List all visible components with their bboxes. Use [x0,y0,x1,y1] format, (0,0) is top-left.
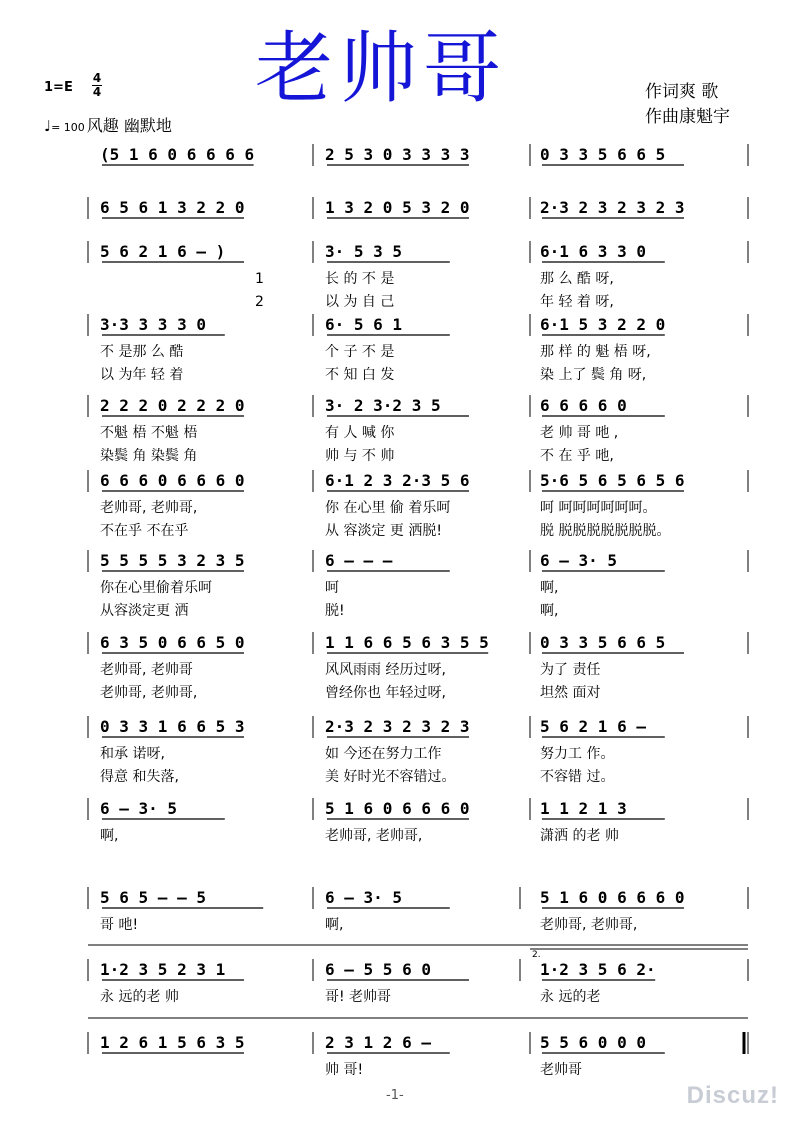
measure-notes: 3· 2 3·2 3 5 [325,396,441,415]
measure-notes: 3· 5 3 5 [325,242,403,261]
lyric-line: 老帅哥, 老帅哥, [325,828,423,844]
measure-notes: 6 – – – [325,551,393,570]
lyric-line: 曾经你也 年轻过呀, [325,685,446,701]
lyric-line: 美 好时光不容错过。 [325,769,456,785]
measure-notes: 6 – 3· 5 [100,799,178,818]
key-signature: 1=E [44,80,73,95]
measure-notes: 1 1 6 6 5 6 3 5 5 [325,633,489,652]
composer-credit: 作曲康魁宇 [645,107,730,127]
measure-notes: 0 3 3 5 6 6 5 [540,145,666,164]
lyric-line: 老帅哥, 老帅哥, [100,500,198,516]
lyric-line: 那 样 的 魁 梧 呀, [540,344,651,360]
lyric-line: 不魁 梧 不魁 梧 [100,425,198,441]
measure-notes: 6·1 2 3 2·3 5 6 [325,471,470,490]
lyric-line: 不容错 过。 [540,769,615,785]
measure-notes: 1·2 3 5 6 2· [540,960,656,979]
measure-notes: 6 – 5 5 6 0 [325,960,431,979]
measure-notes: 2·3 2 3 2 3 2 3 [325,717,470,736]
measure-notes: 6 5 6 1 3 2 2 0 [100,198,245,217]
lyric-line: 个 子 不 是 [325,344,395,360]
lyric-line: 啊, [325,917,344,933]
measure-notes: 6 – 3· 5 [540,551,618,570]
lyric-line: 脱 脱脱脱脱脱脱脱。 [540,523,671,539]
lyric-line: 染 上了 鬓 角 呀, [540,367,647,383]
measure-notes: 5 1 6 0 6 6 6 0 [540,888,685,907]
lyric-line: 潇洒 的老 帅 [540,828,619,844]
lyric-line: 帅 哥! [325,1062,364,1078]
lyric-line: 不在乎 不在乎 [100,523,189,539]
lyric-line: 年 轻 着 呀, [540,294,614,310]
lyric-line: 哥! 老帅哥 [325,989,392,1005]
lyric-line: 啊, [100,828,119,844]
lyric-line: 老帅哥, 老帅哥, [540,917,638,933]
lyric-line: 以 为 自 己 [325,294,395,310]
lyric-line: 老帅哥, 老帅哥, [100,685,198,701]
measure-notes: 1 2 6 1 5 6 3 5 [100,1033,245,1052]
measure-notes: 5 6 2 1 6 – ) [100,242,226,261]
lyric-line: 不 是那 么 酷 [100,344,184,360]
lyric-line: 老 帅 哥 吔 , [540,425,619,441]
measure-notes: 6 – 3· 5 [325,888,403,907]
lyric-line: 哥 吔! [100,917,139,933]
lyric-line: 永 远的老 [540,989,601,1005]
lyric-line: 和承 诺呀, [100,746,165,762]
measure-notes: 5 5 6 0 0 0 [540,1033,646,1052]
lyric-line: 啊, [540,603,559,619]
page-number: -1- [386,1088,404,1103]
lyric-line: 老帅哥 [540,1062,582,1078]
measure-notes: 2 2 2 0 2 2 2 0 [100,396,245,415]
lyric-line: 帅 与 不 帅 [325,448,395,464]
measure-notes: 5 6 2 1 6 – [540,717,646,736]
measure-notes: 6 6 6 6 0 [540,396,627,415]
lyric-line: 染鬓 角 染鬓 角 [100,448,198,464]
time-signature-bottom: 4 [92,85,102,99]
lyric-line: 努力工 作。 [540,746,615,762]
tempo-value: = 100 [51,121,85,134]
lyric-line: 从 容淡定 更 洒脱! [325,523,442,539]
lyric-line: 脱! [325,603,345,619]
lyric-line: 2 [255,294,264,310]
measure-notes: 1 3 2 0 5 3 2 0 [325,198,470,217]
lyric-line: 不 知 白 发 [325,367,395,383]
measure-notes: 0 3 3 5 6 6 5 [540,633,666,652]
ending-label: 2. [532,950,541,960]
lyric-line: 如 今还在努力工作 [325,746,442,762]
lyric-line: 不 在 乎 吔, [540,448,614,464]
discuz-watermark: Discuz! [686,1082,779,1109]
measure-notes: 6 6 6 0 6 6 6 0 [100,471,245,490]
measure-notes: 5·6 5 6 5 6 5 6 [540,471,685,490]
quarter-note-icon: ♩ [44,117,52,135]
lyric-line: 坦然 面对 [540,685,601,701]
lyric-line: 为了 责任 [540,662,601,678]
measure-notes: 2·3 2 3 2 3 2 3 [540,198,685,217]
measure-notes: 2 5 3 0 3 3 3 3 [325,145,470,164]
lyric-line: 你 在心里 偷 着乐呵 [325,500,451,516]
measure-notes: 6·1 5 3 2 2 0 [540,315,666,334]
lyric-line: 以 为年 轻 着 [100,367,184,383]
lyric-line: 你在心里偷着乐呵 [100,580,212,596]
measure-notes: 1 1 2 1 3 [540,799,627,818]
measure-notes: 5 1 6 0 6 6 6 0 [325,799,470,818]
measure-notes: 2 3 1 2 6 – [325,1033,431,1052]
song-title: 老帅哥 [255,24,508,114]
measure-notes: 5 6 5 – – 5 [100,888,206,907]
lyric-line: 永 远的老 帅 [100,989,179,1005]
lyric-line: 老帅哥, 老帅哥 [100,662,193,678]
lyric-line: 呵 [325,580,339,596]
measure-notes: 1·2 3 5 2 3 1 [100,960,226,979]
time-signature-top: 4 [92,71,102,85]
measure-notes: 0 3 3 1 6 6 5 3 [100,717,245,736]
lyric-line: 得意 和失落, [100,769,179,785]
lyricist-credit: 作词爽 歌 [645,82,719,102]
measure-notes: 6· 5 6 1 [325,315,403,334]
measure-notes: 5 5 5 5 3 2 3 5 [100,551,245,570]
tempo-style: 风趣 幽默地 [86,116,172,135]
lyric-line: 1 [255,271,264,287]
lyric-line: 呵 呵呵呵呵呵呵。 [540,500,657,516]
lyric-line: 长 的 不 是 [325,271,395,287]
lyric-line: 啊, [540,580,559,596]
measure-notes: 6 3 5 0 6 6 5 0 [100,633,245,652]
measure-notes: 6·1 6 3 3 0 [540,242,646,261]
measure-notes: 3·3 3 3 3 0 [100,315,206,334]
measure-notes: (5 1 6 0 6 6 6 6 [100,145,255,164]
lyric-line: 那 么 酷 呀, [540,271,614,287]
lyric-line: 有 人 喊 你 [325,425,395,441]
lyric-line: 从容淡定更 洒 [100,603,189,619]
lyric-line: 风风雨雨 经历过呀, [325,662,446,678]
